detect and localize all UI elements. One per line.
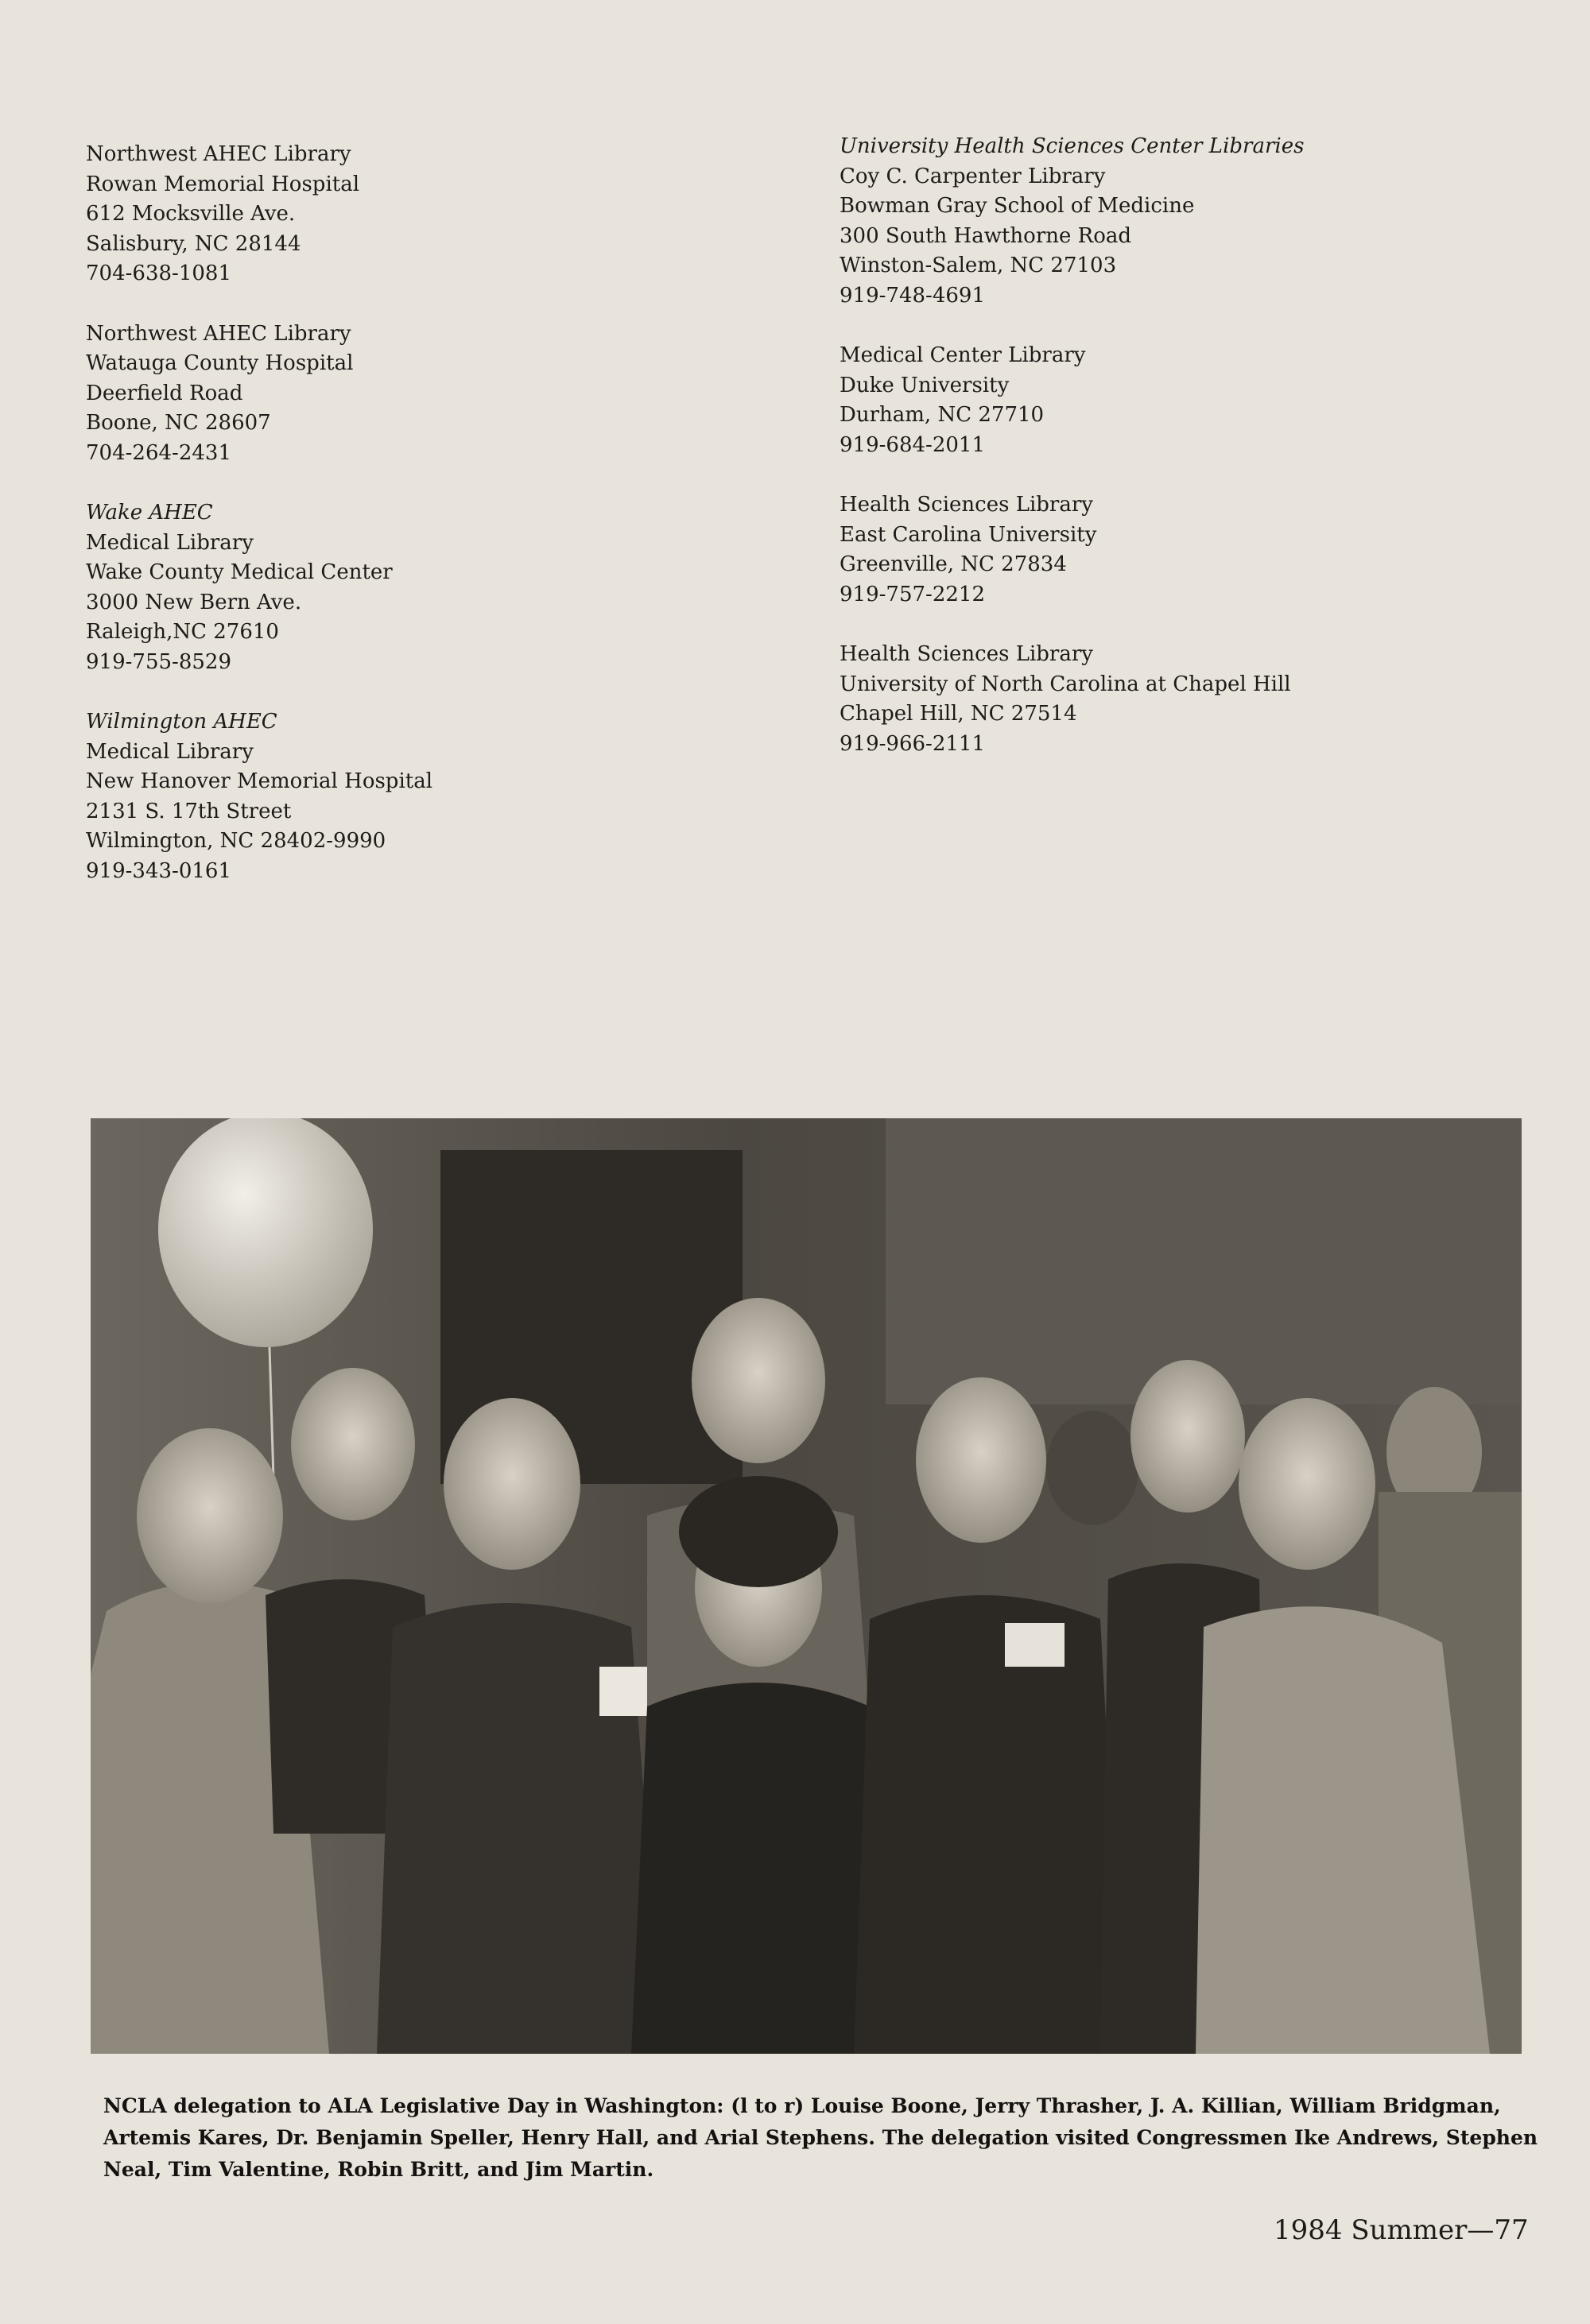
address-line: Raleigh,NC 27610 (86, 620, 279, 644)
phone-line: 919-966-2111 (840, 731, 985, 756)
address-line: Salisbury, NC 28144 (86, 231, 301, 256)
address-entry (840, 132, 1539, 311)
address-line: 612 Mocksville Ave. (86, 202, 296, 226)
photo-caption (103, 2090, 1538, 2186)
address-line: Medical Library (86, 739, 254, 764)
address-line: University of North Carolina at Chapel Hill (840, 672, 1291, 696)
address-line: Winston-Salem, NC 27103 (840, 254, 1117, 277)
right-address-column (840, 132, 1539, 789)
address-entry (86, 707, 785, 886)
address-line: Watauga County Hospital (86, 351, 354, 375)
address-entry (86, 320, 785, 469)
phone-line: 919-757-2212 (840, 582, 985, 606)
phone-line: 704-264-2431 (86, 440, 231, 465)
address-line: Durham, NC 27710 (840, 403, 1045, 427)
entry-heading: University Health Sciences Center Libraries (840, 134, 1305, 158)
address-entry (840, 490, 1539, 610)
group-photo (91, 1118, 1522, 2054)
phone-line: 919-755-8529 (86, 649, 231, 674)
address-line: Rowan Memorial Hospital (86, 172, 360, 196)
address-line: Medical Center Library (840, 343, 1086, 367)
address-line: Wilmington, NC 28402-9990 (86, 829, 386, 853)
entry-heading: Wilmington AHEC (86, 710, 277, 734)
address-line: 3000 New Bern Ave. (86, 590, 302, 614)
address-line: Deerfield Road (86, 381, 243, 405)
address-line: Northwest AHEC Library (86, 142, 351, 166)
address-line: Greenville, NC 27834 (840, 552, 1067, 576)
phone-line: 919-748-4691 (840, 283, 985, 308)
address-entry (86, 498, 785, 677)
address-line: Duke University (840, 373, 1010, 397)
address-entry (86, 140, 785, 289)
address-line: Bowman Gray School of Medicine (840, 194, 1195, 218)
left-address-column (86, 140, 785, 916)
page-folio: 1984 Summer—77 (1274, 2214, 1529, 2246)
address-line: Health Sciences Library (840, 493, 1093, 517)
address-line: New Hanover Memorial Hospital (86, 769, 433, 793)
address-entry (840, 640, 1539, 759)
address-line: Medical Library (86, 530, 254, 555)
address-line: Coy C. Carpenter Library (840, 164, 1106, 188)
address-line: 2131 S. 17th Street (86, 799, 292, 823)
address-line: Boone, NC 28607 (86, 411, 271, 435)
address-line: 300 South Hawthorne Road (840, 223, 1132, 248)
address-entry (840, 341, 1539, 460)
address-line: Northwest AHEC Library (86, 321, 351, 346)
address-line: Chapel Hill, NC 27514 (840, 702, 1077, 726)
phone-line: 704-638-1081 (86, 261, 231, 285)
caption-line: NCLA delegation to ALA Legislative Day in Washington: (l to r) Louise Boone, Jerry Thrasher, J. A. Killian, William Bridgman, (103, 2094, 1501, 2117)
address-line: East Carolina University (840, 522, 1097, 547)
entry-heading: Wake AHEC (86, 501, 213, 525)
address-line: Health Sciences Library (840, 642, 1093, 666)
phone-line: 919-684-2011 (840, 432, 985, 457)
caption-line: Neal, Tim Valentine, Robin Britt, and Jim Martin. (103, 2158, 654, 2181)
address-line: Wake County Medical Center (86, 560, 393, 584)
caption-line: Artemis Kares, Dr. Benjamin Speller, Henry Hall, and Arial Stephens. The delegation visited Congressmen Ike Andrews, Stephen (103, 2126, 1538, 2149)
phone-line: 919-343-0161 (86, 858, 231, 883)
